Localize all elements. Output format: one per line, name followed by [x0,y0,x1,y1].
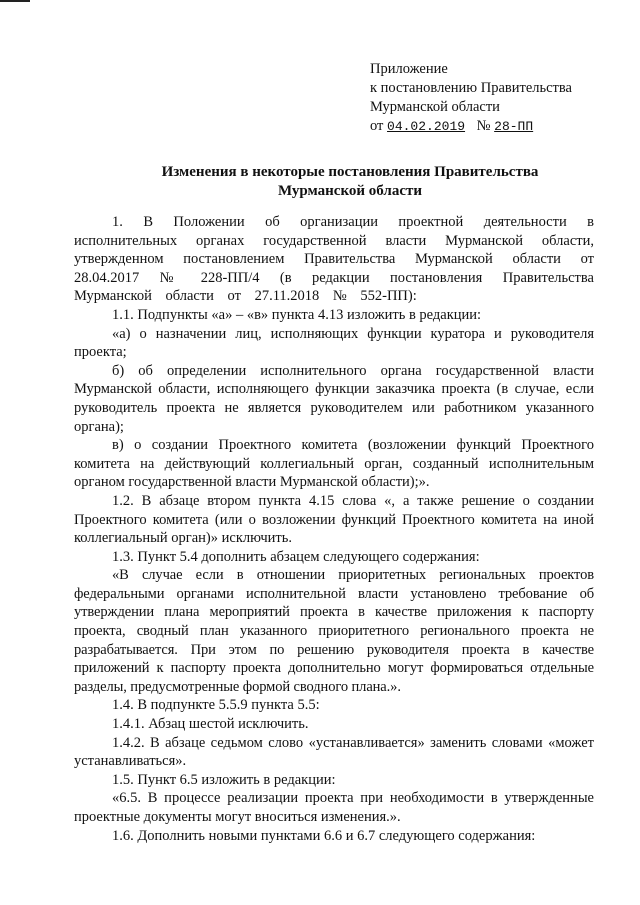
paragraph-1-4: 1.4. В подпункте 5.5.9 пункта 5.5: [112,697,320,714]
document-body [74,213,594,845]
paragraph-1-3-quote: «В случае если в отношении приоритетных региональных проектов федеральными органами исполнительной власти установлено требование об утверждении плана мероприятий проекта в качестве приложения к паспорту проекта, сводный план указанного приоритетного регионального проекта не разрабатывается. При этом по решению руководителя проекта в качестве приложений к паспорту проекта дополнительно могут формироваться отдельные разделы, предусмотренные формой сводного плана.». [74,567,594,695]
paragraph-1-1-b: б) об определении исполнительного органа государственной власти Мурманской области, исполняющего функции заказчика проекта (в случае, если руководитель проекта не является руководителем или работником указанного органа); [74,362,594,435]
paragraph-1: 1. В Положении об организации проектной деятельности в исполнительных органах государственной власти Мурманской области, утвержденном постановлением Правительства Мурманской области от 28.04.2017 № 228-ПП/4 (в редакции постановления Правительства Мурманской области от 27.11.2018 № 552-ПП): [74,214,594,305]
paragraph-1-4-2: 1.4.2. В абзаце седьмом слово «устанавливается» заменить словами «может устанавливаться». [74,734,594,770]
paragraph-1-5-quote: «6.5. В процессе реализации проекта при необходимости в утвержденные проектные документы могут вноситься изменения.». [74,790,594,825]
appendix-header [370,60,620,136]
title-line-1: Изменения в некоторые постановления Правительства [161,164,539,180]
paragraph-1-1: 1.1. Подпункты «а» – «в» пункта 4.13 изложить в редакции: [112,306,482,323]
appendix-date-number [370,117,620,136]
appendix-region: Мурманской области [370,99,500,115]
date-prefix: от [370,118,384,134]
appendix-reference: к постановлению Правительства [370,80,572,96]
scan-edge-mark [0,0,30,2]
paragraph-1-2: 1.2. В абзаце втором пункта 4.15 слова «, а также решение о создании Проектного комитета (или о возложении функций Проектного комитета на иной коллегиальный орган)» исключить. [74,492,594,547]
paragraph-1-3: 1.3. Пункт 5.4 дополнить абзацем следующего содержания: [112,548,480,565]
paragraph-1-6: 1.6. Дополнить новыми пунктами 6.6 и 6.7 следующего содержания: [112,827,536,844]
paragraph-1-4-1: 1.4.1. Абзац шестой исключить. [112,716,309,733]
paragraph-1-1-v: в) о создании Проектного комитета (возложении функций Проектного комитета на действующий коллегиальный орган, созданный исполнительным органом государственной власти Мурманской области);». [74,437,594,491]
paragraph-1-5: 1.5. Пункт 6.5 изложить в редакции: [112,771,336,788]
number-prefix: № [476,118,491,134]
number-value: 28-ПП [494,119,534,134]
paragraph-1-1-a: «а) о назначении лиц, исполняющих функции куратора и руководителя проекта; [74,325,594,361]
title-line-2: Мурманской области [277,183,423,199]
document-title [70,163,630,201]
appendix-label: Приложение [370,61,448,77]
date-value: 04.02.2019 [387,119,466,134]
